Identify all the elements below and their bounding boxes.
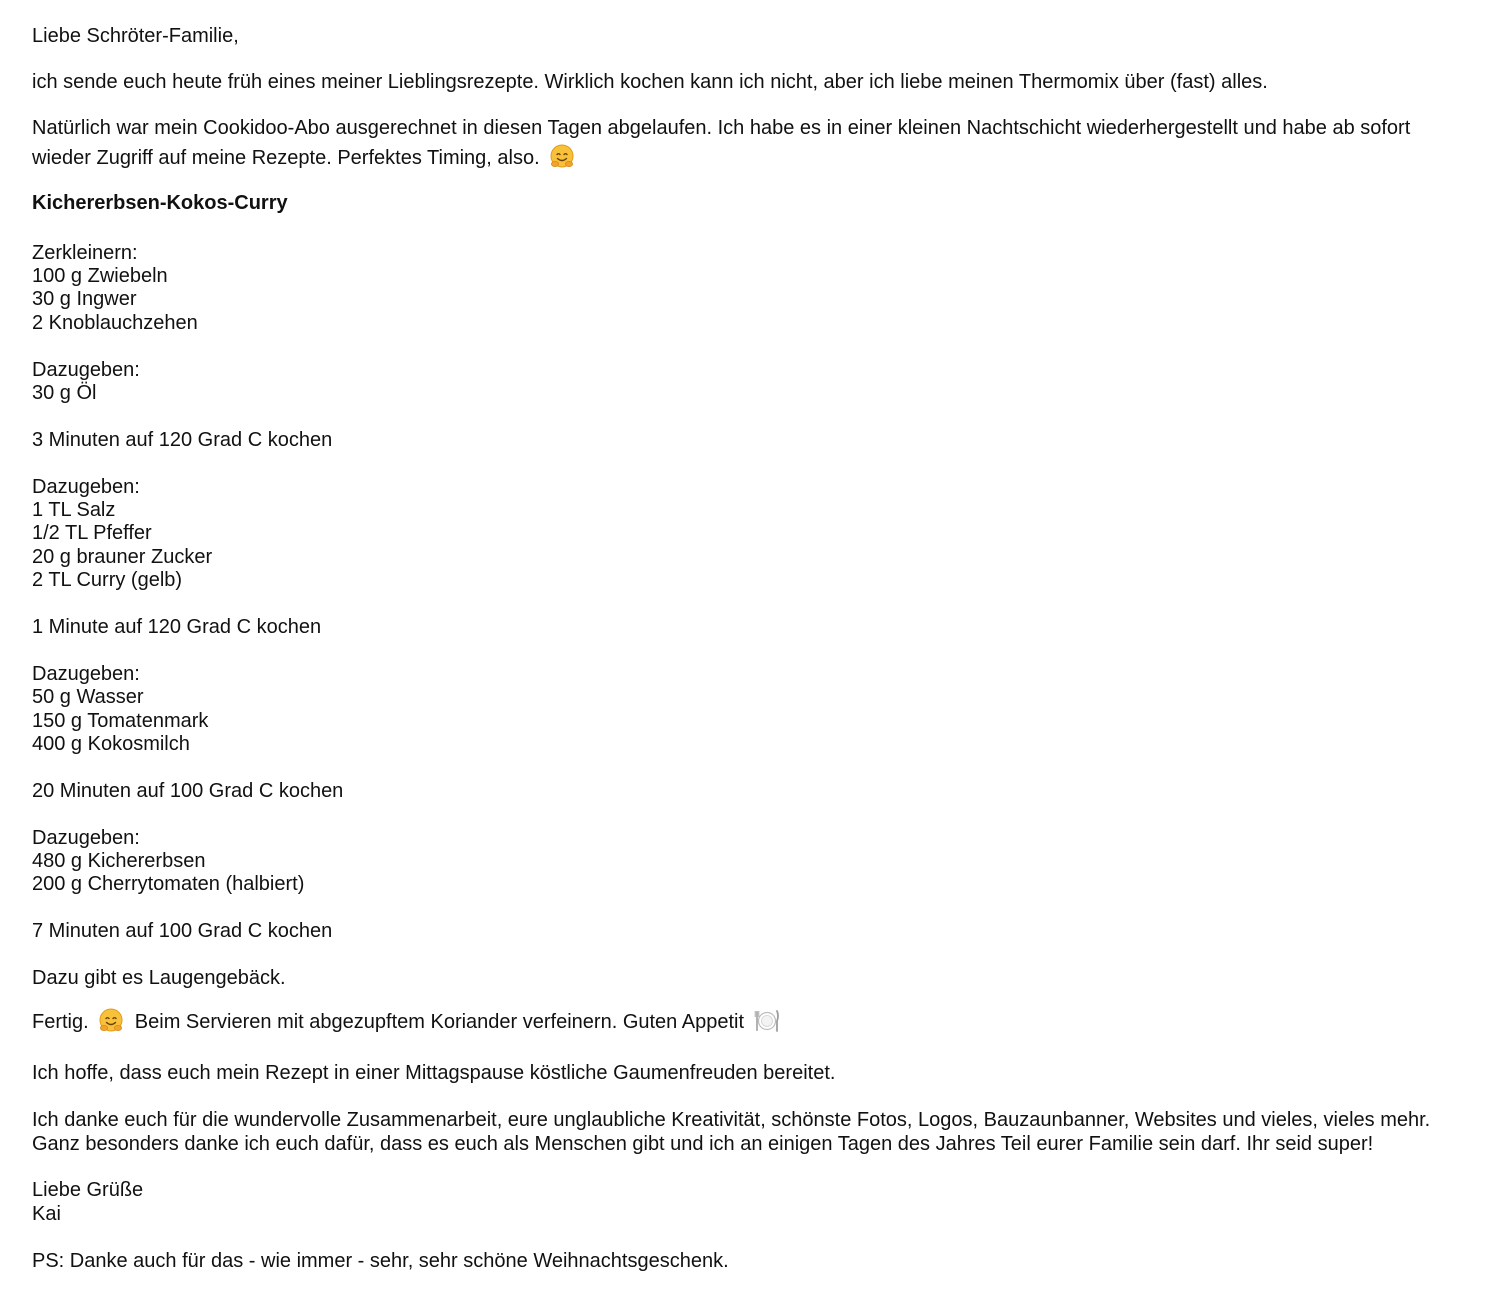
recipe-line: Dazugeben: (32, 475, 140, 498)
fertig-lead: Fertig. (32, 1011, 95, 1034)
recipe-line: Dazugeben: (32, 358, 140, 381)
recipe-line: 3 Minuten auf 120 Grad C kochen (32, 428, 333, 451)
fertig-text: Beim Servieren mit abgezupftem Koriander verfeinern. Guten Appetit (129, 1011, 750, 1034)
recipe-step-group (32, 663, 1472, 757)
abo-paragraph (32, 113, 1472, 173)
recipe-line: 400 g Kokosmilch (32, 732, 190, 755)
recipe-line: 200 g Cherrytomaten (halbiert) (32, 873, 305, 896)
recipe-step-group (32, 242, 1472, 336)
abo-text: Natürlich war mein Cookidoo-Abo ausgerechnet in diesen Tagen abgelaufen. Ich habe es in einer kleinen Nachtschicht wiederhergestellt und habe ab sofort wieder Zugriff auf meine Rezepte. Perfektes Timing, also. (32, 117, 1411, 169)
hugging-face-icon (98, 1008, 124, 1034)
recipe-step-group (32, 967, 1472, 990)
recipe-line: 2 Knoblauchzehen (32, 311, 198, 334)
recipe-line: 30 g Ingwer (32, 288, 137, 311)
recipe-step-group (32, 827, 1472, 897)
recipe-line: 480 g Kichererbsen (32, 849, 206, 872)
ps-paragraph: PS: Danke auch für das - wie immer - sehr, sehr schöne Weihnachtsgeschenk. (32, 1250, 729, 1273)
hope-paragraph: Ich hoffe, dass euch mein Rezept in einer Mittagspause köstliche Gaumenfreuden bereitet. (32, 1062, 836, 1085)
closing-block (32, 1179, 1472, 1226)
recipe-line: 150 g Tomatenmark (32, 709, 209, 732)
intro-paragraph: ich sende euch heute früh eines meiner Lieblingsrezepte. Wirklich kochen kann ich nicht, aber ich liebe meinen Thermomix über (fast) alles. (32, 71, 1268, 93)
recipe-line: 7 Minuten auf 100 Grad C kochen (32, 920, 333, 943)
recipe-line: 50 g Wasser (32, 686, 144, 709)
thanks-line-1: Ich danke euch für die wundervolle Zusammenarbeit, eure unglaubliche Kreativität, schönste Fotos, Logos, Bauzaunbanner, Websites und vieles, vieles mehr. (32, 1109, 1431, 1132)
recipe-line: 20 Minuten auf 100 Grad C kochen (32, 779, 344, 802)
recipe-step-group (32, 429, 1472, 452)
recipe-step-group (32, 616, 1472, 639)
greeting: Liebe Schröter-Familie, (32, 25, 239, 47)
recipe-step-group (32, 359, 1472, 406)
recipe-line: Dazugeben: (32, 662, 140, 685)
fork-knife-plate-icon (754, 1008, 780, 1034)
recipe-title: Kichererbsen-Kokos-Curry (32, 192, 288, 214)
recipe-step-group (32, 476, 1472, 593)
recipe-line: 20 g brauner Zucker (32, 545, 213, 568)
hugging-face-icon (549, 144, 575, 170)
thanks-line-2: Ganz besonders danke ich euch dafür, dass es euch als Menschen gibt und ich an einigen Tagen des Jahres Teil eurer Familie sein darf. Ihr seid super! (32, 1132, 1374, 1155)
recipe-line: 1/2 TL Pfeffer (32, 522, 152, 545)
recipe-line: Dazugeben: (32, 826, 140, 849)
fertig-paragraph (32, 1007, 1472, 1037)
recipe-line: 2 TL Curry (gelb) (32, 569, 183, 592)
recipe-line: Zerkleinern: (32, 241, 138, 264)
recipe-line: 1 Minute auf 120 Grad C kochen (32, 615, 322, 638)
recipe-steps (32, 242, 1472, 991)
recipe-step-group (32, 920, 1472, 943)
signature: Kai (32, 1202, 61, 1225)
thanks-block (32, 1109, 1472, 1156)
recipe-line: Dazu gibt es Laugengebäck. (32, 966, 286, 989)
recipe-line: 1 TL Salz (32, 498, 116, 521)
recipe-line: 30 g Öl (32, 381, 97, 404)
recipe-line: 100 g Zwiebeln (32, 264, 168, 287)
recipe-step-group (32, 780, 1472, 803)
closing: Liebe Grüße (32, 1179, 144, 1202)
